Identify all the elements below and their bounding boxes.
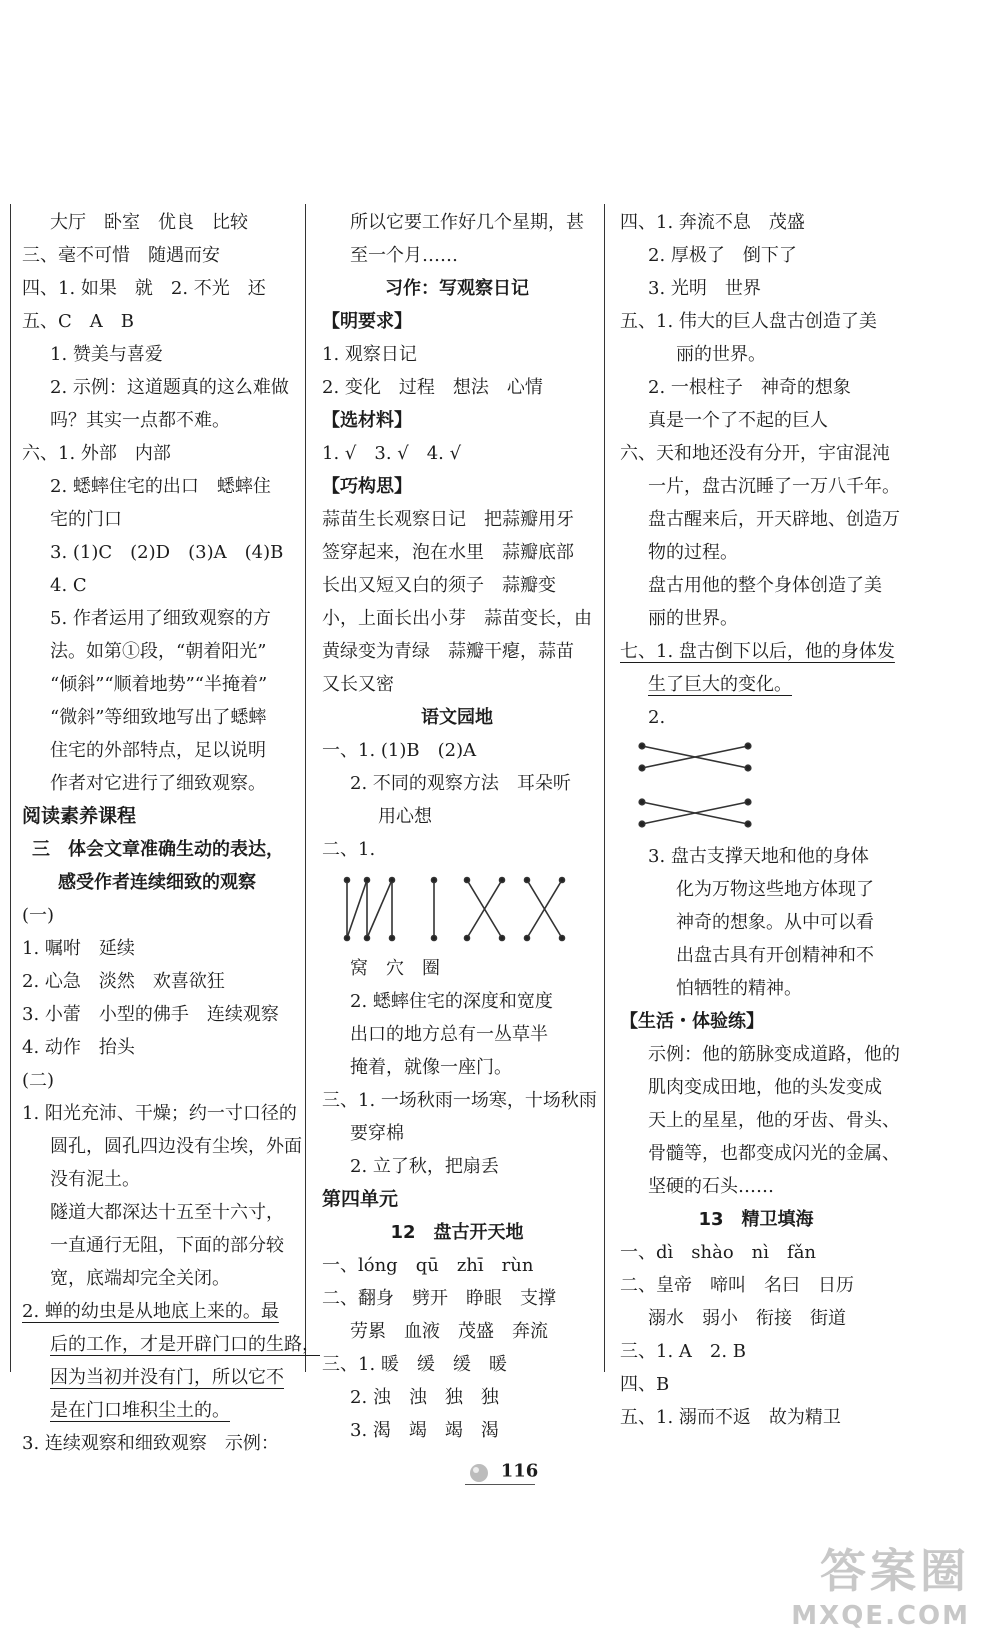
text-line: 四、B bbox=[620, 1374, 670, 1395]
text-line: 法。如第①段，“朝着阳光” bbox=[50, 641, 267, 662]
text-line: 1. √ 3. √ 4. √ bbox=[322, 443, 462, 464]
underlined-answer: 七、1. 盘古倒下以后，他的身体发 bbox=[620, 641, 895, 662]
text-line: 2. 蟋蟀住宅的出口 蟋蟀住 bbox=[50, 476, 271, 497]
text-line: 3. 光明 世界 bbox=[648, 278, 761, 299]
text-line: 六、天和地还没有分开，宇宙混沌 bbox=[620, 443, 890, 464]
text-line: 作者对它进行了细致观察。 bbox=[50, 773, 266, 794]
text-line: 3. 盘古支撑天地和他的身体 bbox=[648, 846, 869, 867]
text-line: 溺水 弱小 衔接 街道 bbox=[648, 1308, 846, 1329]
text-line: 签穿起来，泡在水里 蒜瓣底部 bbox=[322, 542, 574, 563]
underlined-answer: 生了巨大的变化。 bbox=[648, 674, 792, 695]
text-line: 丽的世界。 bbox=[648, 608, 738, 629]
underlined-answer: 2. 蝉的幼虫是从地底上来的。最 bbox=[22, 1301, 279, 1322]
text-line: 小，上面长出小芽 蒜苗变长，由 bbox=[322, 608, 592, 629]
column-divider-left bbox=[10, 204, 11, 1372]
text-line: 示例：他的筋脉变成道路，他的 bbox=[648, 1044, 900, 1065]
text-line: 怕牺牲的精神。 bbox=[676, 978, 802, 999]
text-line: 又长又密 bbox=[322, 674, 394, 695]
text-line: 骨髓等，也都变成闪光的金属、 bbox=[648, 1143, 900, 1164]
watermark-url: MXQE.COM bbox=[791, 1601, 970, 1631]
text-line: 2. 立了秋，把扇丢 bbox=[350, 1156, 499, 1177]
text-line: 二、翻身 劈开 睁眼 支撑 bbox=[322, 1288, 556, 1309]
text-line: 盘古用他的整个身体创造了美 bbox=[648, 575, 882, 596]
text-line: 3. 小蕾 小型的佛手 连续观察 bbox=[22, 1004, 279, 1025]
column-divider-1 bbox=[305, 204, 306, 1372]
text-line: 3. 渴 竭 竭 渴 bbox=[350, 1420, 499, 1441]
bracket-heading: 【生活・体验练】 bbox=[620, 1011, 764, 1032]
text-line: 物的过程。 bbox=[648, 542, 738, 563]
text-line: 神奇的想象。从中可以看 bbox=[676, 912, 874, 933]
text-line: 三、1. A 2. B bbox=[620, 1341, 747, 1362]
unit-heading: 第四单元 bbox=[322, 1188, 399, 1210]
text-line: 一直通行无阻，下面的部分较 bbox=[50, 1235, 284, 1256]
text-line: 四、1. 奔流不息 茂盛 bbox=[620, 212, 805, 233]
text-line: 三、1. 暖 缓 缓 暖 bbox=[322, 1354, 507, 1375]
text-line: 劳累 血液 茂盛 奔流 bbox=[350, 1321, 548, 1342]
text-line: 二、1. bbox=[322, 839, 376, 860]
text-line: 一、1. (1)B (2)A bbox=[322, 740, 477, 761]
text-line: 出盘古具有开创精神和不 bbox=[676, 945, 874, 966]
text-line: 3. 连续观察和细致观察 示例： bbox=[22, 1433, 279, 1454]
text-line: 掩着，就像一座门。 bbox=[350, 1057, 512, 1078]
text-line: 所以它要工作好几个星期，甚 bbox=[350, 212, 584, 233]
text-line: 窝 穴 圈 bbox=[350, 958, 440, 979]
watermark bbox=[791, 1535, 970, 1631]
ornament-icon bbox=[462, 1460, 496, 1484]
text-line: 1. 观察日记 bbox=[322, 344, 417, 365]
text-line: 5. 作者运用了细致观察的方 bbox=[50, 608, 271, 629]
text-line: 用心想 bbox=[378, 806, 432, 827]
text-line: 4. C bbox=[50, 575, 87, 596]
lesson-heading: 12 盘古开天地 bbox=[390, 1222, 524, 1243]
text-line: 吗？其实一点都不难。 bbox=[50, 410, 230, 431]
text-line: 六、1. 外部 内部 bbox=[22, 443, 171, 464]
lesson-heading: 13 精卫填海 bbox=[698, 1209, 814, 1230]
text-line: 天上的星星，他的牙齿、骨头、 bbox=[648, 1110, 900, 1131]
text-line: 二、皇帝 啼叫 名曰 日历 bbox=[620, 1275, 854, 1296]
text-line: 2. 厚极了 倒下了 bbox=[648, 245, 797, 266]
text-line: 蒜苗生长观察日记 把蒜瓣用牙 bbox=[322, 509, 574, 530]
text-line: 五、1. 溺而不返 故为精卫 bbox=[620, 1407, 841, 1428]
section-heading: 习作：写观察日记 bbox=[385, 278, 529, 299]
text-line: 圆孔，圆孔四边没有尘埃，外面 bbox=[50, 1136, 302, 1157]
pinyin-line: 一、dì shào nì fǎn bbox=[620, 1242, 817, 1263]
text-line: 4. 动作 抬头 bbox=[22, 1037, 135, 1058]
section-heading: 语文园地 bbox=[421, 707, 493, 728]
underlined-answer: 是在门口堆积尘土的。 bbox=[50, 1400, 230, 1421]
text-line: 出口的地方总有一丛草半 bbox=[350, 1024, 548, 1045]
text-line: 2. 蟋蟀住宅的深度和宽度 bbox=[350, 991, 553, 1012]
text-line: 2. bbox=[648, 707, 666, 728]
subsection-heading: 三 体会文章准确生动的表达， bbox=[32, 839, 284, 860]
text-line: 一片，盘古沉睡了一万八千年。 bbox=[648, 476, 900, 497]
text-line: 坚硬的石头…… bbox=[648, 1176, 774, 1197]
text-line: (二) bbox=[22, 1070, 55, 1091]
matching-lines-figure bbox=[620, 738, 892, 836]
page-footer bbox=[0, 1460, 1000, 1485]
pinyin-line: 一、lóng qū zhī rùn bbox=[322, 1255, 534, 1276]
text-line: 四、1. 如果 就 2. 不光 还 bbox=[22, 278, 266, 299]
text-line: 2. 示例：这道题真的这么难做 bbox=[50, 377, 289, 398]
text-line: 黄绿变为青绿 蒜瓣干瘪，蒜苗 bbox=[322, 641, 574, 662]
text-line: 宅的门口 bbox=[50, 509, 122, 530]
text-line: 3. (1)C (2)D (3)A (4)B bbox=[50, 542, 284, 563]
text-line: 没有泥土。 bbox=[50, 1169, 140, 1190]
text-line: 2. 不同的观察方法 耳朵听 bbox=[350, 773, 571, 794]
column-divider-2 bbox=[604, 204, 605, 1372]
text-line: 五、1. 伟大的巨人盘古创造了美 bbox=[620, 311, 877, 332]
text-line: 五、C A B bbox=[22, 311, 134, 332]
watermark-logo-text: 答案圈 bbox=[820, 1544, 970, 1598]
underlined-answer: 因为当初并没有门，所以它不 bbox=[50, 1367, 284, 1388]
page-number: 116 bbox=[500, 1460, 539, 1482]
text-line: (一) bbox=[22, 905, 55, 926]
text-line: 住宅的外部特点，足以说明 bbox=[50, 740, 266, 761]
text-line: 2. 浊 浊 独 独 bbox=[350, 1387, 499, 1408]
text-line: 宽，底端却完全关闭。 bbox=[50, 1268, 230, 1289]
answer-column-1 bbox=[22, 206, 320, 1460]
stroke-order-figure bbox=[322, 870, 592, 948]
text-line: 丽的世界。 bbox=[676, 344, 766, 365]
text-line: 2. 一根柱子 神奇的想象 bbox=[648, 377, 851, 398]
text-line: 2. 变化 过程 想法 心情 bbox=[322, 377, 543, 398]
bracket-heading: 【巧构思】 bbox=[322, 476, 412, 497]
text-line: 长出又短又白的须子 蒜瓣变 bbox=[322, 575, 556, 596]
text-line: 真是一个了不起的巨人 bbox=[648, 410, 828, 431]
text-line: 化为万物这些地方体现了 bbox=[676, 879, 874, 900]
text-line: 要穿棉 bbox=[350, 1123, 404, 1144]
text-line: 1. 嘱咐 延续 bbox=[22, 938, 135, 959]
text-line: 1. 阳光充沛、干燥；约一寸口径的 bbox=[22, 1103, 297, 1124]
answer-column-3 bbox=[620, 206, 900, 1434]
text-line: 肌肉变成田地，他的头发变成 bbox=[648, 1077, 882, 1098]
text-line: 隧道大都深达十五至十六寸， bbox=[50, 1202, 284, 1223]
page-number-underline bbox=[465, 1484, 535, 1485]
bracket-heading: 【明要求】 bbox=[322, 311, 412, 332]
bracket-heading: 【选材料】 bbox=[322, 410, 412, 431]
text-line: 1. 赞美与喜爱 bbox=[50, 344, 163, 365]
answer-column-2 bbox=[322, 206, 597, 1447]
text-line: 2. 心急 淡然 欢喜欲狂 bbox=[22, 971, 225, 992]
text-line: 大厅 卧室 优良 比较 bbox=[50, 212, 248, 233]
text-line: 盘古醒来后，开天辟地、创造万 bbox=[648, 509, 900, 530]
underlined-answer: 后的工作，才是开辟门口的生路， bbox=[50, 1334, 320, 1355]
subsection-heading: 感受作者连续细致的观察 bbox=[58, 872, 256, 893]
text-line: “微斜”等细致地写出了蟋蟀 bbox=[50, 707, 267, 728]
text-line: 三、毫不可惜 随遇而安 bbox=[22, 245, 220, 266]
text-line: 三、1. 一场秋雨一场寒，十场秋雨 bbox=[322, 1090, 597, 1111]
text-line: “倾斜”“顺着地势”“半掩着” bbox=[50, 674, 268, 695]
section-heading: 阅读素养课程 bbox=[22, 805, 137, 827]
text-line: 至一个月…… bbox=[350, 245, 458, 266]
